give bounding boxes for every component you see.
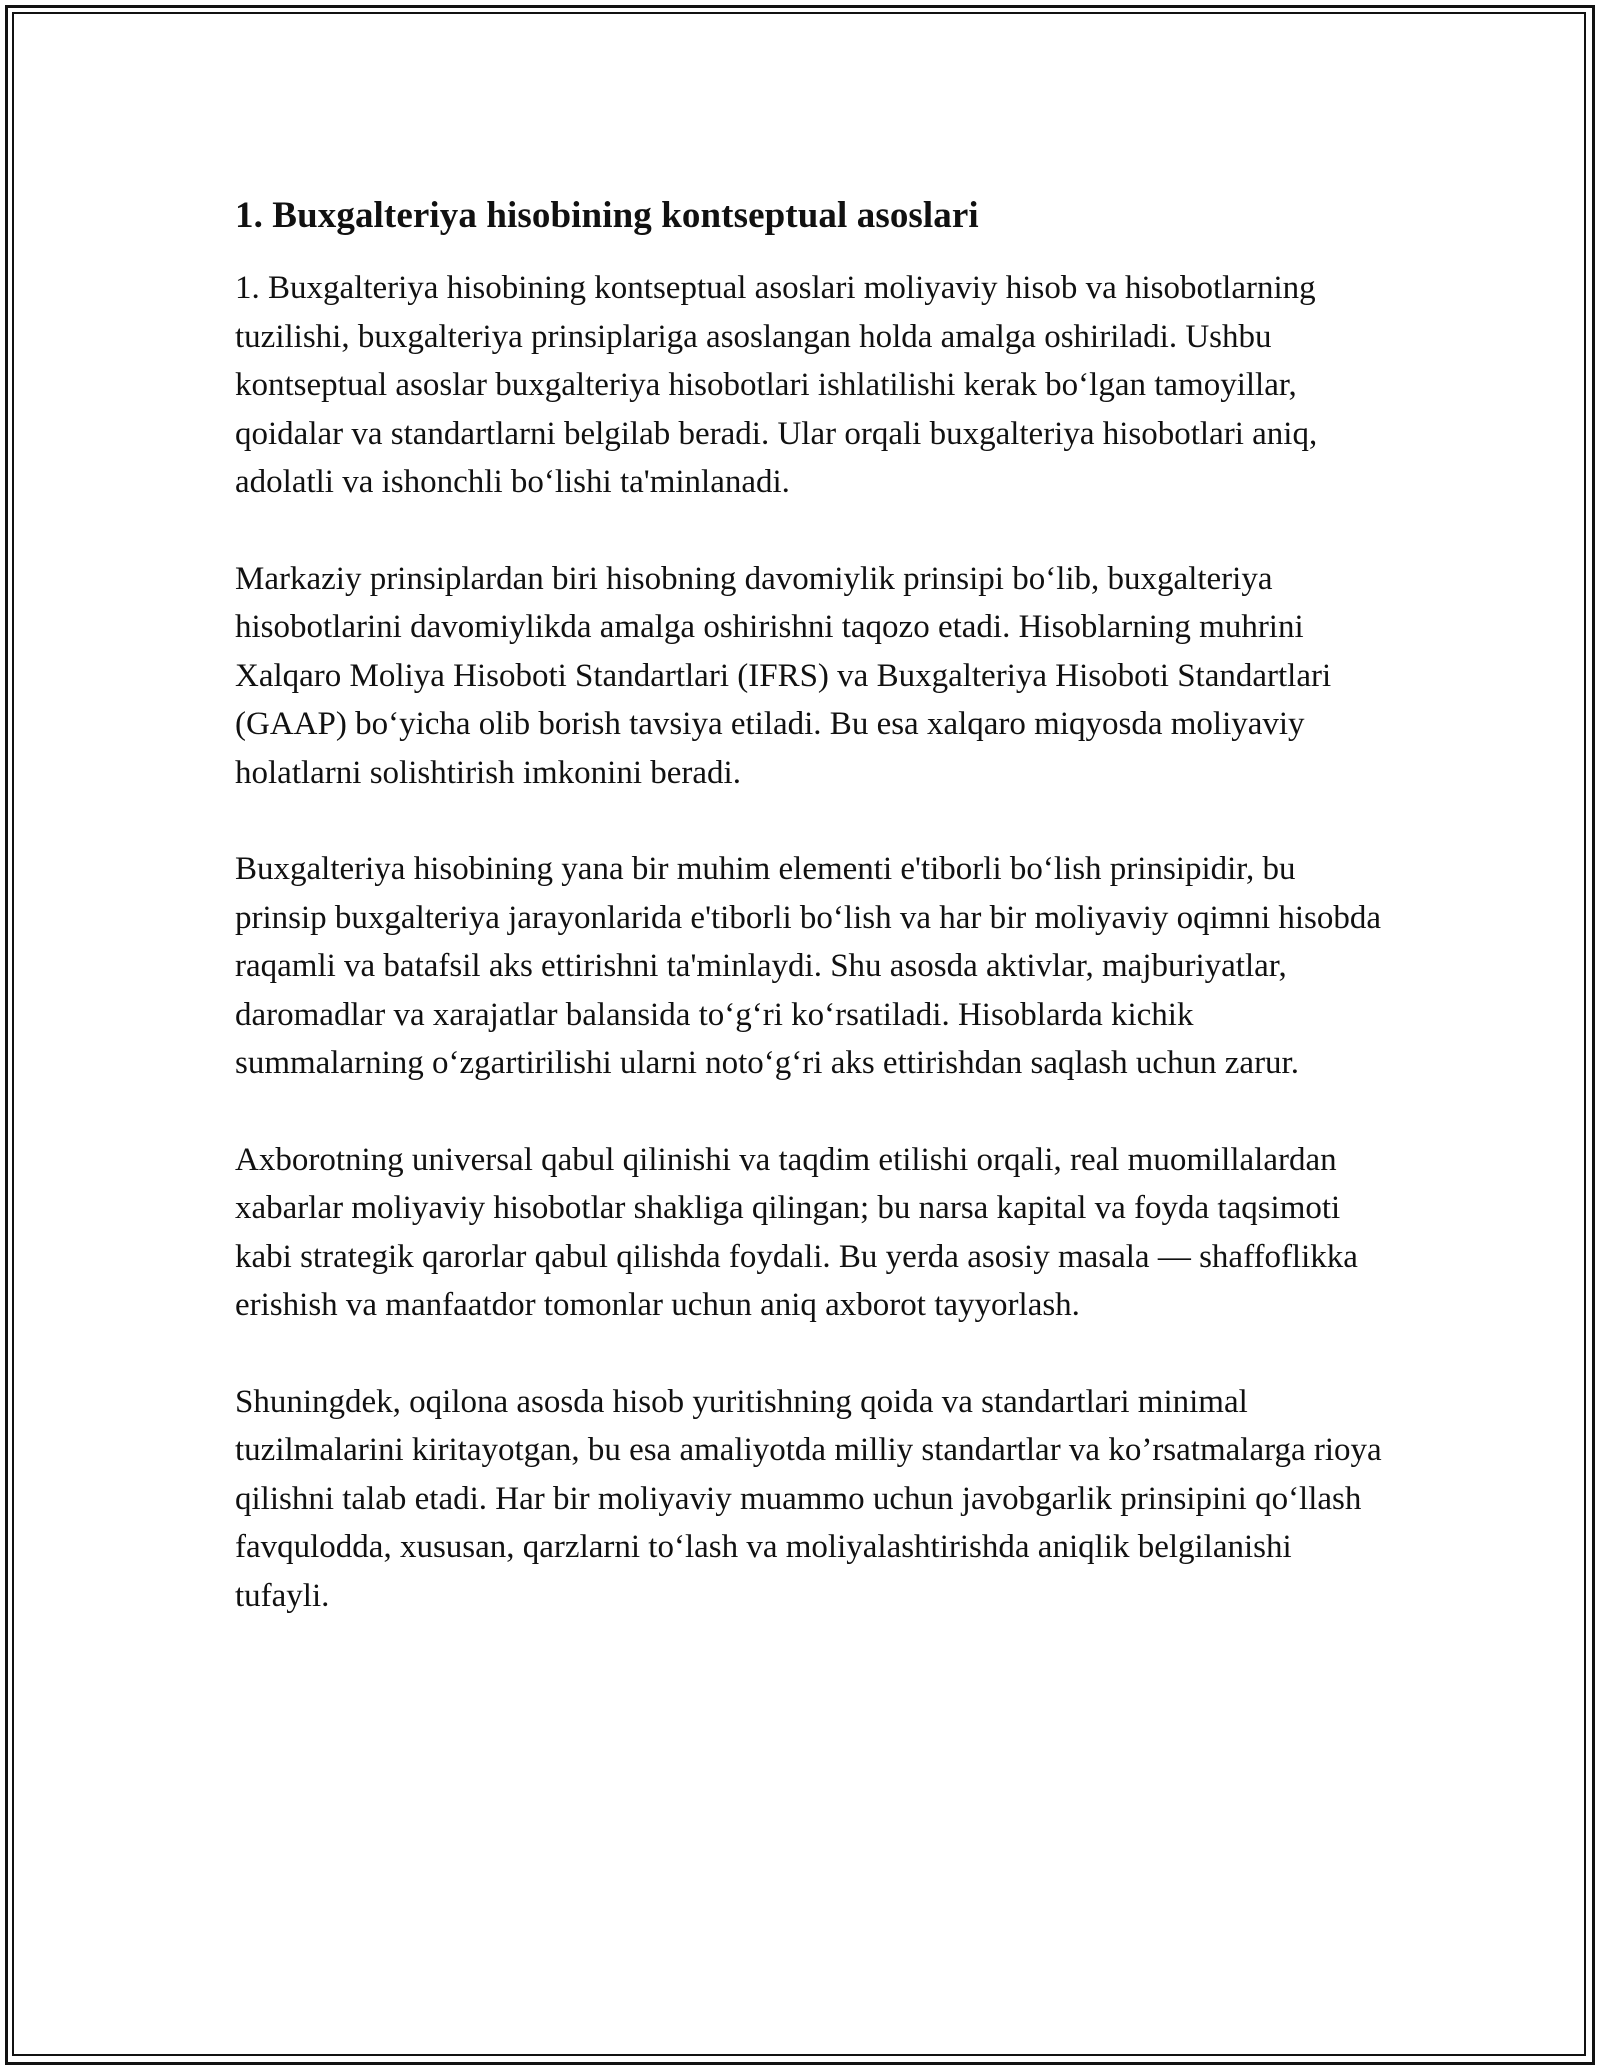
- document-body: [235, 186, 1385, 1668]
- paragraph-1: 1. Buxgalteriya hisobining kontseptual asoslari moliyaviy hisob va hisobotlarning tuzilishi, buxgalteriya prinsiplariga asoslangan holda amalga oshiriladi. Ushbu kontseptual asoslar buxgalteriya hisobotlari ishlatilishi kerak bo‘lgan tamoyillar, qoidalar va standartlarni belgilab beradi. Ular orqali buxgalteriya hisobotlari aniq, adolatli va ishonchli bo‘lishi ta'minlanadi.: [235, 270, 1318, 500]
- paragraph-3: Buxgalteriya hisobining yana bir muhim elementi e'tiborli bo‘lish prinsipidir, bu prinsip buxgalteriya jarayonlarida e'tiborli bo‘lish va har bir moliyaviy oqimni hisobda raqamli va batafsil aks ettirishni ta'minlaydi. Shu asosda aktivlar, majburiyatlar, daromadlar va xarajatlar balansida to‘g‘ri ko‘rsatiladi. Hisoblarda kichik summalarning o‘zgartirilishi ularni noto‘g‘ri aks ettirishdan saqlash uchun zarur.: [235, 851, 1382, 1081]
- paragraph-4: Axborotning universal qabul qilinishi va taqdim etilishi orqali, real muomillalardan xabarlar moliyaviy hisobotlar shakliga qilingan; bu narsa kapital va foyda taqsimoti kabi strategik qarorlar qabul qilishda foydali. Bu yerda asosiy masala — shaffoflikka erishish va manfaatdor tomonlar uchun aniq axborot tayyorlash.: [235, 1141, 1358, 1323]
- section-heading: 1. Buxgalteriya hisobining kontseptual asoslari: [235, 195, 979, 236]
- paragraph-5: Shuningdek, oqilona asosda hisob yuritishning qoida va standartlari minimal tuzilmalarini kiritayotgan, bu esa amaliyotda milliy standartlar va ko’rsatmalarga rioya qilishni talab etadi. Har bir moliyaviy muammo uchun javobgarlik prinsipini qo‘llash favqulodda, xususan, qarzlarni to‘lash va moliyalashtirishda aniqlik belgilanishi tufayli.: [235, 1383, 1382, 1614]
- paragraph-2: Markaziy prinsiplardan biri hisobning davomiylik prinsipi bo‘lib, buxgalteriya hisobotlarini davomiylikda amalga oshirishni taqozo etadi. Hisoblarning muhrini Xalqaro Moliya Hisoboti Standartlari (IFRS) va Buxgalteriya Hisoboti Standartlari (GAAP) bo‘yicha olib borish tavsiya etiladi. Bu esa xalqaro miqyosda moliyaviy holatlarni solishtirish imkonini beradi.: [235, 560, 1332, 791]
